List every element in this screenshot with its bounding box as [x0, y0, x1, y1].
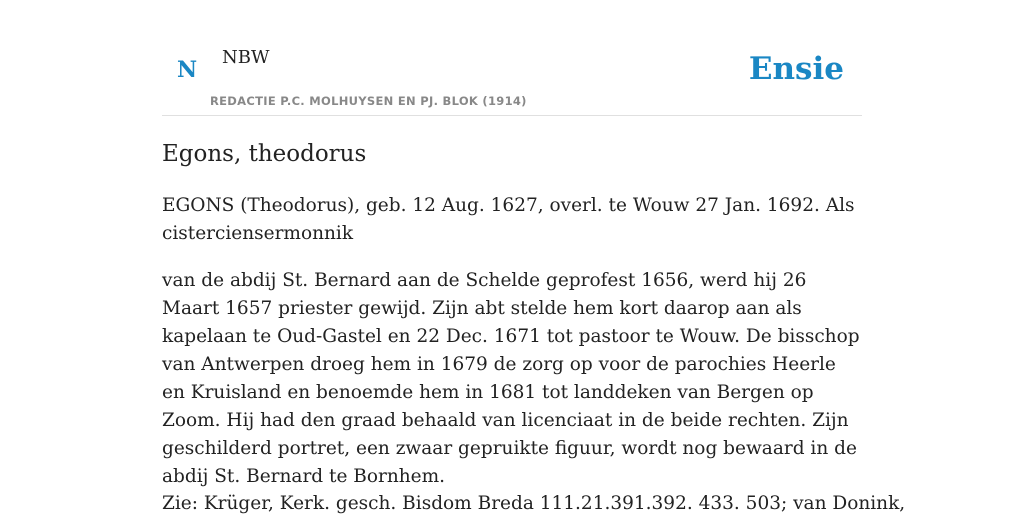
- source-editors: REDACTIE P.C. MOLHUYSEN EN PJ. BLOK (1914): [210, 94, 527, 108]
- page-title: Egons, theodorus: [162, 141, 367, 167]
- article-paragraph-3: Zie: Krüger, Kerk. gesch. Bisdom Breda 111.21.391.392. 433. 503; van Donink,: [162, 493, 906, 514]
- article-paragraph-2: van de abdij St. Bernard aan de Schelde geprofest 1656, werd hij 26 Maart 1657 priester gewijd. Zijn abt stelde hem kort daarop aan als kapelaan te Oud-Gastel en 22 Dec. 1671 tot pastoor te Wouw. De bisschop van Antwerpen droeg hem in 1679 de zorg op voor de parochies Heerle en Kruisland en benoemde hem in 1681 tot landdeken van Bergen op Zoom. Hij had den graad behaald van licenciaat in de beide rechten. Zijn geschilderd portret, een zwaar gepruikte figuur, wordt nog bewaard in de abdij St. Bernard te Bornhem.: [162, 270, 860, 487]
- source-header: [162, 40, 862, 116]
- source-name[interactable]: NBW: [222, 47, 270, 68]
- article-paragraph-1: EGONS (Theodorus), geb. 12 Aug. 1627, overl. te Wouw 27 Jan. 1692. Als cisterciensermonnik: [162, 195, 855, 244]
- ensie-logo[interactable]: Ensie: [748, 51, 844, 87]
- source-logo[interactable]: N: [177, 57, 198, 83]
